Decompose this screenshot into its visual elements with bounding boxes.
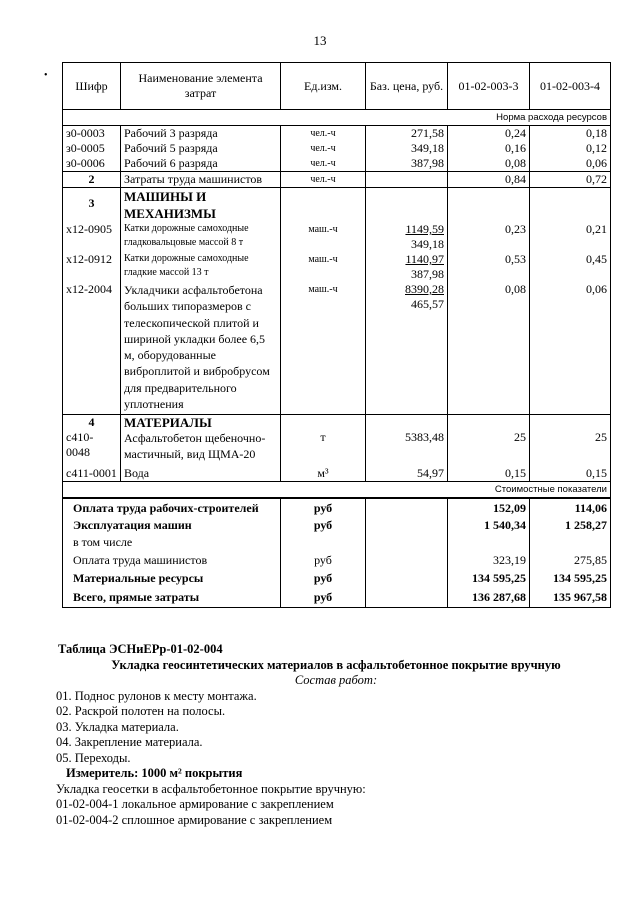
table-row: х12-2004 Укладчики асфальтобетона больших типоразмеров с телескопической плитой и шириной укладки более 6,5 м, оборудованные виброплитой и вибробрусом для предварительного уплотнения маш.-ч 8390,28 465,57 0,08 0,06: [63, 282, 611, 415]
col-header-01-02-003-3: 01-02-003-3: [448, 63, 530, 110]
list-item: 01-02-004-2 сплошное армирование с закреплением: [56, 812, 333, 827]
table-title: Таблица ЭСНиЕРр-01-02-004: [58, 642, 223, 656]
col-header-name: Наименование элемента затрат: [121, 63, 281, 110]
measure: Измеритель: 1000 м² покрытия: [66, 766, 243, 780]
table-row: з0-0005 Рабочий 5 разряда чел.-ч 349,18 0,16 0,12: [63, 141, 611, 156]
table-header-row: [63, 63, 611, 110]
list-item: 04. Закрепление материала.: [56, 735, 203, 749]
table-row: х12-0912 Катки дорожные самоходные гладкие массой 13 т маш.-ч 1140,97 387,98 0,53 0,45: [63, 252, 611, 282]
table-description: [56, 642, 616, 828]
machines-section-row: 3 МАШИНЫ И МЕХАНИЗМЫ: [63, 188, 611, 223]
list-item: 01. Поднос рулонов к месту монтажа.: [56, 688, 257, 703]
resource-table: [62, 62, 611, 608]
list-item: 05. Переходы.: [56, 750, 131, 765]
labor-row: 2 Затраты труда машинистов чел.-ч 0,84 0,72: [63, 172, 611, 188]
page-number: 13: [313, 33, 327, 48]
table-row: з0-0006 Рабочий 6 разряда чел.-ч 387,98 0,08 0,06: [63, 156, 611, 172]
cost-row: Материальные ресурсы руб 134 595,25 134 595,25: [63, 569, 611, 588]
table-row: х12-0905 Катки дорожные самоходные гладковальцовые массой 8 т маш.-ч 1149,59 349,18 0,23 0,21: [63, 222, 611, 252]
cost-row: Оплата труда машинистов руб 323,19 275,85: [63, 551, 611, 569]
col-header-01-02-003-4: 01-02-003-4: [530, 63, 611, 110]
table-subtitle: Укладка геосинтетических материалов в асфальтобетонное покрытие вручную: [111, 657, 561, 672]
norm-caption-row: [63, 110, 611, 126]
col-header-price: Баз. цена, руб.: [366, 63, 448, 110]
composition-title: Состав работ:: [294, 673, 378, 687]
cost-row: Эксплуатация машин руб 1 540,34 1 258,27: [63, 517, 611, 534]
cost-caption: Стоимостные показатели: [63, 482, 611, 499]
cost-row: в том числе: [63, 534, 611, 551]
col-header-code: Шифр: [63, 63, 121, 110]
list-item: 01-02-004-1 локальное армирование с закреплением: [56, 797, 334, 811]
list-item: 02. Раскрой полотен на полосы.: [56, 704, 226, 718]
cost-caption-row: [63, 482, 611, 499]
cost-row: Всего, прямые затраты руб 136 287,68 135 967,58: [63, 588, 611, 608]
list-item: 03. Укладка материала.: [56, 719, 179, 734]
norm-caption: Норма расхода ресурсов: [63, 110, 611, 126]
margin-dot: •: [44, 70, 48, 81]
table-row: з0-0003 Рабочий 3 разряда чел.-ч 271,58 0,24 0,18: [63, 126, 611, 142]
table-row: с410-0048 Асфальтобетон щебеночно-мастичный, вид ЩМА-20 т 5383,48 25 25: [63, 430, 611, 462]
cost-row: Оплата труда рабочих-строителей руб 152,09 114,06: [63, 498, 611, 517]
materials-section-row: 4 МАТЕРИАЛЫ: [63, 415, 611, 431]
description: Укладка геосетки в асфальтобетонное покрытие вручную:: [56, 781, 366, 796]
table-row: с411-0001 Вода м³ 54,97 0,15 0,15: [63, 462, 611, 482]
col-header-unit: Ед.изм.: [281, 63, 366, 110]
